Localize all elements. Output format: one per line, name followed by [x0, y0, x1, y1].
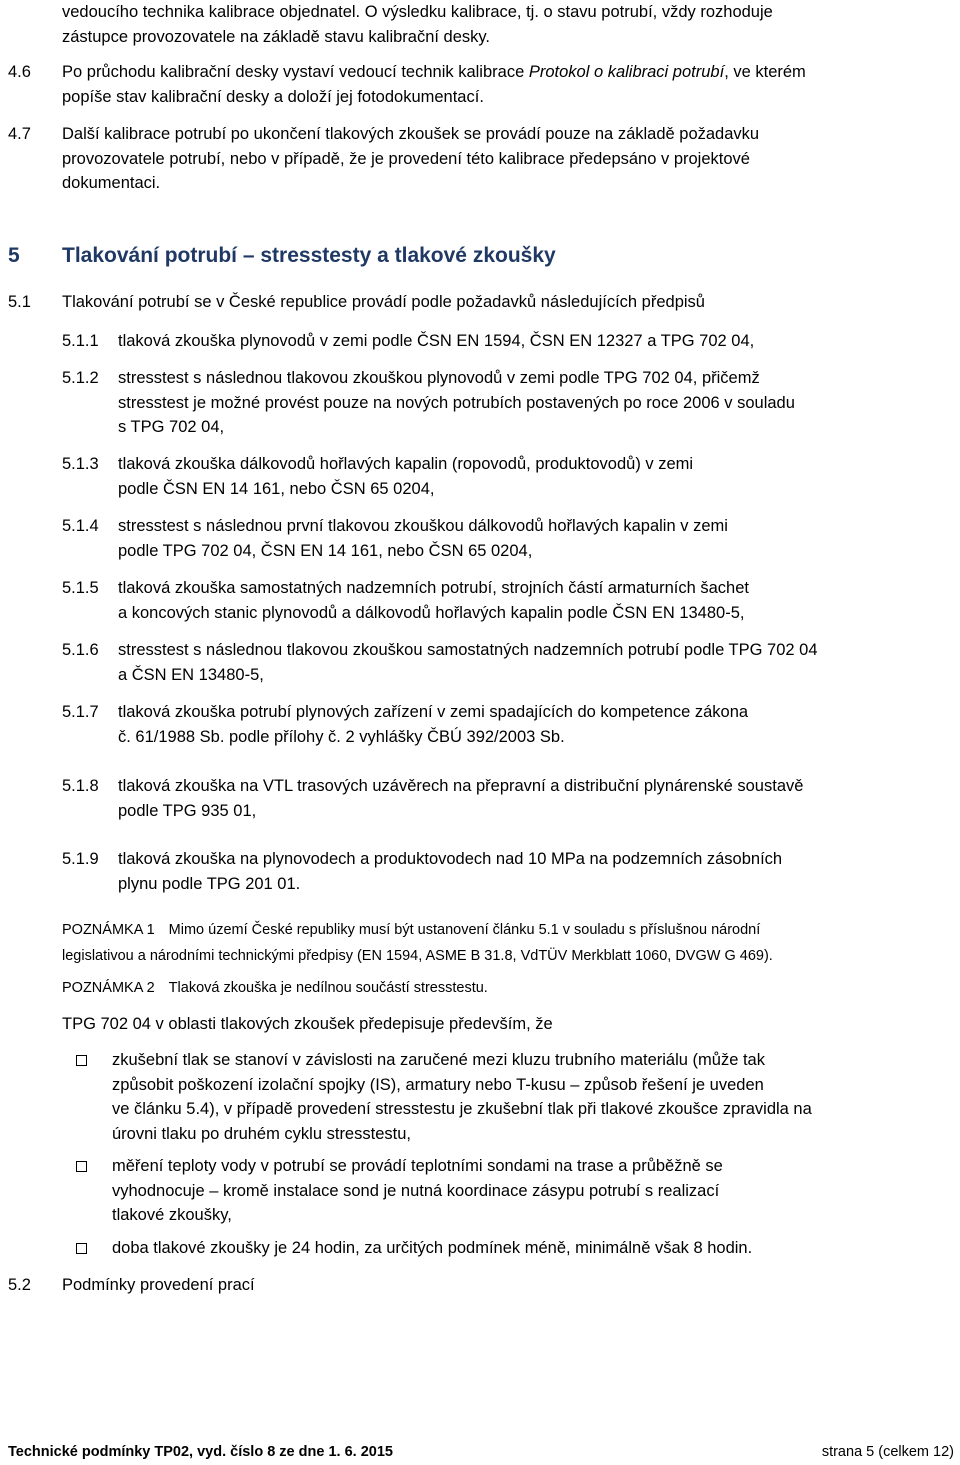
paragraph-line: č. 61/1988 Sb. podle přílohy č. 2 vyhlášky ČBÚ 392/2003 Sb.: [118, 727, 565, 746]
clause-number: 4.7: [8, 125, 31, 143]
bullet-text: [112, 1154, 952, 1228]
clause-number: 5.1: [8, 293, 31, 311]
note-line: legislativou a národními technickými předpisy (EN 1594, ASME B 31.8, VdTÜV Merkblatt 1060, DVGW G 469).: [62, 948, 773, 964]
protocol-name: Protokol o kalibraci potrubí: [528, 63, 725, 81]
paragraph-line: vedoucího technika kalibrace objednatel. O výsledku kalibrace, tj. o stavu potrubí, vždy rozhoduje: [62, 3, 773, 21]
paragraph-line: stresstest je možné provést pouze na nových potrubích postavených po roce 2006 v souladu: [118, 393, 795, 412]
continuation-paragraph: [62, 0, 952, 49]
clause-number: 4.6: [8, 63, 31, 81]
subclause-text: [118, 700, 952, 749]
note-2: [62, 975, 952, 1001]
paragraph-line: tlaková zkouška na plynovodech a produktovodech nad 10 MPa na podzemních zásobních: [118, 850, 783, 868]
paragraph-line: s TPG 702 04,: [118, 418, 225, 436]
paragraph-line: zástupce provozovatele na základě stavu kalibrační desky.: [62, 27, 491, 46]
paragraph-line: podle TPG 702 04, ČSN EN 14 161, nebo ČSN 65 0204,: [118, 541, 533, 560]
paragraph-line: stresstest s následnou první tlakovou zkouškou dálkovodů hořlavých kapalin v zemi: [118, 517, 728, 535]
section-title: Tlakování potrubí – stresstesty a tlakové zkoušky: [62, 244, 556, 267]
square-bullet-icon: [76, 1161, 87, 1172]
subclause-text: [118, 366, 952, 440]
subclause-text: [118, 576, 952, 625]
paragraph-line: tlaková zkouška plynovodů v zemi podle ČSN EN 1594, ČSN EN 12327 a TPG 702 04,: [118, 332, 755, 350]
footer-page-number: strana 5 (celkem 12): [821, 1444, 954, 1460]
subclause-number: 5.1.6: [62, 641, 99, 659]
clause-text: Podmínky provedení prací: [62, 1276, 255, 1294]
subclause-number: 5.1.8: [62, 777, 99, 795]
subclause-number: 5.1.3: [62, 455, 99, 473]
clause-number: 5.2: [8, 1276, 31, 1294]
paragraph-line: podle TPG 935 01,: [118, 801, 257, 820]
paragraph-line: tlaková zkouška samostatných nadzemních potrubí, strojních částí armaturních šachet: [118, 579, 749, 597]
text-run: Po průchodu kalibrační desky vystaví vedoucí technik kalibrace: [62, 63, 529, 81]
paragraph-line: způsobit poškození izolační spojky (IS), armatury nebo T-kusu – způsob řešení je uveden: [112, 1075, 764, 1094]
square-bullet-icon: [76, 1055, 87, 1066]
paragraph-line: úrovni tlaku po druhém cyklu stresstestu,: [112, 1124, 411, 1143]
paragraph-line: provozovatele potrubí, nebo v případě, že je provedení této kalibrace předepsáno v projektové: [62, 149, 750, 168]
subclause-number: 5.1.5: [62, 579, 99, 597]
paragraph-line: Další kalibrace potrubí po ukončení tlakových zkoušek se provádí pouze na základě požadavku: [62, 125, 760, 143]
paragraph-line: měření teploty vody v potrubí se provádí teplotními sondami na trase a průběžně se: [112, 1157, 723, 1175]
intro-paragraph: TPG 702 04 v oblasti tlakových zkoušek předepisuje především, že: [62, 1015, 553, 1033]
clause-text: Tlakování potrubí se v České republice provádí podle požadavků následujících předpisů: [62, 293, 705, 311]
paragraph-line: tlaková zkouška na VTL trasových uzávěrech na přepravní a distribuční plynárenské soustavě: [118, 777, 804, 795]
paragraph-line: tlakové zkoušky,: [112, 1206, 232, 1224]
note-text: Mimo území České republiky musí být ustanovení článku 5.1 v souladu s příslušnou národní: [168, 922, 761, 938]
paragraph-line: stresstest s následnou tlakovou zkouškou samostatných nadzemních potrubí podle TPG 702 04: [118, 641, 818, 659]
paragraph-line: a ČSN EN 13480-5,: [118, 665, 264, 684]
clause-text: [62, 122, 952, 196]
subclause-text: [118, 638, 952, 687]
section-number: 5: [8, 244, 20, 267]
subclause-text: [118, 514, 952, 563]
note-text: Tlaková zkouška je nedílnou součástí stresstestu.: [168, 980, 488, 996]
subclause-number: 5.1.9: [62, 850, 99, 868]
paragraph-line: [62, 60, 952, 85]
subclause-number: 5.1.1: [62, 332, 99, 350]
subclause-text: [118, 847, 952, 896]
bullet-text: [112, 1048, 952, 1146]
paragraph-line: tlaková zkouška dálkovodů hořlavých kapalin (ropovodů, produktovodů) v zemi: [118, 455, 694, 473]
paragraph-line: popíše stav kalibrační desky a doloží jej fotodokumentací.: [62, 87, 484, 106]
subclause-text: [118, 774, 952, 823]
clause-text: [62, 60, 952, 109]
note-label: POZNÁMKA 2: [62, 980, 155, 996]
paragraph-line: tlaková zkouška potrubí plynových zařízení v zemi spadajících do kompetence zákona: [118, 703, 749, 721]
subclause-number: 5.1.4: [62, 517, 99, 535]
paragraph-line: doba tlakové zkoušky je 24 hodin, za určitých podmínek méně, minimálně však 8 hodin.: [112, 1239, 753, 1257]
note-1: [62, 917, 952, 969]
subclause-number: 5.1.7: [62, 703, 99, 721]
paragraph-line: a koncových stanic plynovodů a dálkovodů hořlavých kapalin podle ČSN EN 13480-5,: [118, 603, 745, 622]
bullet-text: [112, 1236, 952, 1261]
note-label: POZNÁMKA 1: [62, 922, 155, 938]
footer-document-info: Technické podmínky TP02, vyd. číslo 8 ze dne 1. 6. 2015: [8, 1444, 393, 1460]
paragraph-line: vyhodnocuje – kromě instalace sond je nutná koordinace zásypu potrubí s realizací: [112, 1181, 720, 1200]
square-bullet-icon: [76, 1243, 87, 1254]
paragraph-line: stresstest s následnou tlakovou zkouškou plynovodů v zemi podle TPG 702 04, přičemž: [118, 369, 760, 387]
subclause-number: 5.1.2: [62, 369, 99, 387]
subclause-text: [118, 329, 952, 354]
paragraph-line: dokumentaci.: [62, 174, 161, 192]
paragraph-line: ve článku 5.4), v případě provedení stresstestu je zkušební tlak při tlakové zkoušce zpravidla na: [112, 1100, 812, 1118]
paragraph-line: plynu podle TPG 201 01.: [118, 874, 301, 893]
paragraph-line: zkušební tlak se stanoví v závislosti na zaručené mezi kluzu trubního materiálu (může tak: [112, 1051, 765, 1069]
note-line: [62, 917, 952, 943]
paragraph-line: podle ČSN EN 14 161, nebo ČSN 65 0204,: [118, 479, 435, 498]
text-run: , ve kterém: [724, 63, 806, 81]
subclause-text: [118, 452, 952, 501]
